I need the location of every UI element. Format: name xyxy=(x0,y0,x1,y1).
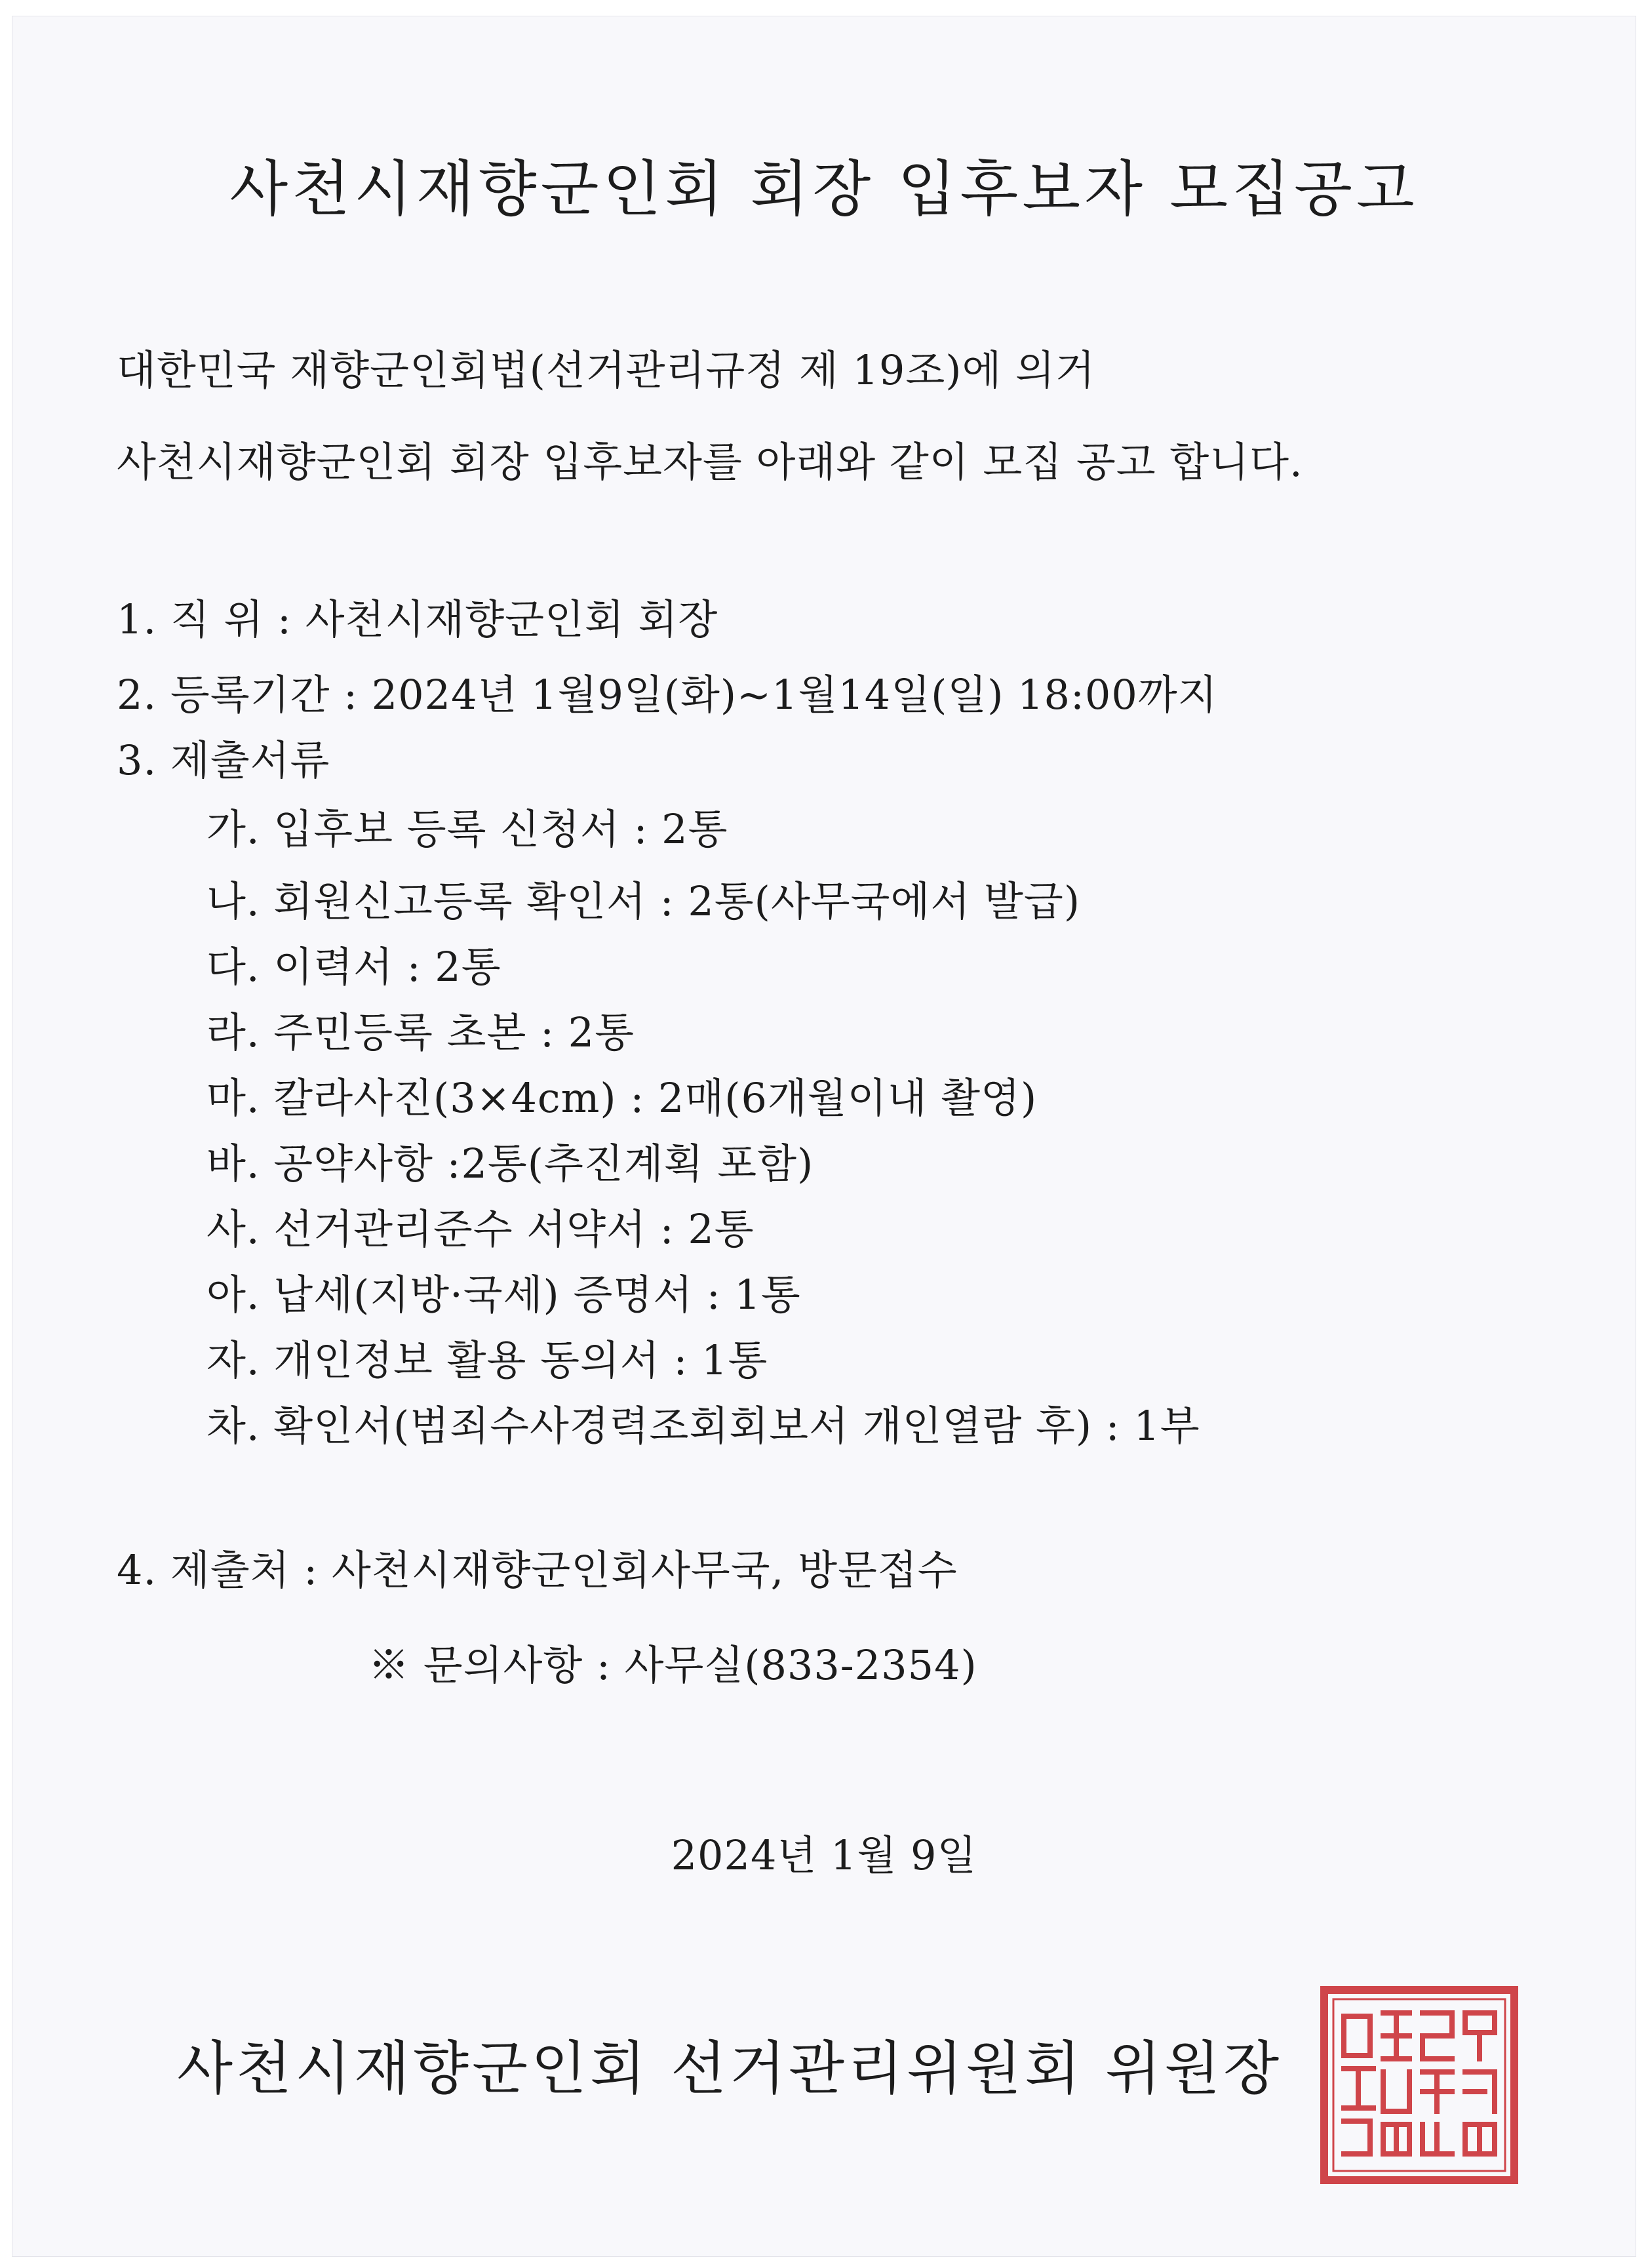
inquiry-note: ※ 문의사항 : 사무실(833-2354) xyxy=(368,1641,977,1689)
document-item: 사. 선거관리준수 서약서 : 2통 xyxy=(206,1205,755,1253)
document-item: 라. 주민등록 초본 : 2통 xyxy=(206,1008,635,1056)
notice-date: 2024년 1월 9일 xyxy=(671,1831,977,1879)
document-item: 나. 회원신고등록 확인서 : 2통(사무국에서 발급) xyxy=(206,877,1081,925)
document-item: 가. 입후보 등록 신청서 : 2통 xyxy=(206,805,728,853)
intro-line-1: 대한민국 재향군인회법(선거관리규정 제 19조)에 의거 xyxy=(117,346,1095,394)
signer-name: 사천시재향군인회 선거관리위원회 위원장 xyxy=(177,2035,1283,2102)
document-title: 사천시재향군인회 회장 입후보자 모집공고 xyxy=(229,154,1419,224)
document-item: 마. 칼라사진(3×4cm) : 2매(6개월이내 촬영) xyxy=(206,1074,1038,1122)
document-item: 자. 개인정보 활용 동의서 : 1통 xyxy=(206,1336,768,1384)
official-seal xyxy=(1318,1983,1521,2187)
item-position: 1. 직 위 : 사천시재향군인회 회장 xyxy=(117,595,718,643)
document-item: 바. 공약사항 :2통(추진계획 포함) xyxy=(206,1140,814,1187)
item-documents-header: 3. 제출서류 xyxy=(117,736,330,784)
item-submit-to: 4. 제출처 : 사천시재향군인회사무국, 방문접수 xyxy=(117,1546,958,1594)
item-registration-period: 2. 등록기간 : 2024년 1월9일(화)~1월14일(일) 18:00까지 xyxy=(117,671,1218,719)
document-item: 다. 이력서 : 2통 xyxy=(206,943,501,991)
document-item: 차. 확인서(범죄수사경력조회회보서 개인열람 후) : 1부 xyxy=(206,1402,1200,1450)
document-item: 아. 납세(지방·국세) 증명서 : 1통 xyxy=(206,1271,801,1319)
intro-line-2: 사천시재향군인회 회장 입후보자를 아래와 같이 모집 공고 합니다. xyxy=(117,438,1303,486)
